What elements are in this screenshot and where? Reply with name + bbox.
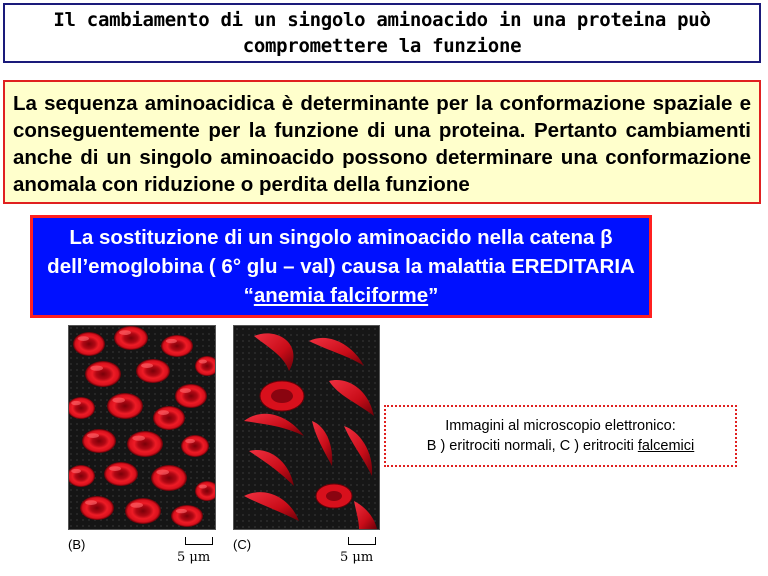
normal-red-cell	[85, 361, 121, 387]
highlight-box	[30, 215, 652, 318]
normal-red-cell	[161, 335, 193, 357]
normal-red-cell	[127, 431, 163, 457]
normal-red-cell	[151, 465, 187, 491]
panel-b-label: (B)	[68, 537, 86, 552]
scale-label-c: 5 μm	[340, 550, 374, 565]
caption-line-1: Immagini al microscopio elettronico:	[445, 418, 676, 434]
disease-name: anemia falciforme	[253, 284, 429, 307]
slide-title-text: Il cambiamento di un singolo aminoacido in una proteina può compromettere la funzione	[53, 9, 711, 57]
scale-bar-b	[185, 537, 213, 545]
caption-line-2	[427, 436, 695, 456]
micrograph-sickle-cells	[233, 325, 380, 530]
highlight-line-2: dell’emoglobina ( 6° glu – val) causa la malattia EREDITARIA	[47, 255, 635, 278]
normal-red-cell	[82, 429, 116, 453]
quote-close: ”	[428, 284, 439, 307]
highlight-line-3	[47, 281, 635, 310]
sickle-cells-image	[234, 326, 379, 529]
normal-red-cell	[107, 393, 143, 419]
normal-red-cell	[171, 505, 203, 527]
normal-red-cell	[181, 435, 209, 457]
scale-bar-c	[348, 537, 376, 545]
highlight-text	[47, 223, 635, 310]
caption-term: falcemici	[637, 438, 695, 454]
normal-red-cell	[153, 406, 185, 430]
intro-text: La sequenza aminoacidica è determinante per la conformazione spaziale e conseguentemente per la funzione di una proteina. Pertanto cambiamenti anche di un singolo aminoacido possono determinare una conformazione anomala con riduzione o perdita della funzione	[13, 92, 751, 196]
caption-prefix: B ) eritrociti normali, C ) eritrociti	[426, 438, 638, 454]
scale-label-b: 5 μm	[177, 550, 211, 565]
normal-red-cell	[104, 462, 138, 486]
normal-red-cell	[114, 326, 148, 350]
normal-red-cell	[136, 359, 170, 383]
intro-box	[3, 80, 761, 204]
quote-open: “	[243, 284, 254, 307]
highlight-line-1: La sostituzione di un singolo aminoacido nella catena β	[69, 226, 613, 249]
panel-c-label: (C)	[233, 537, 252, 552]
micrograph-normal-cells	[68, 325, 216, 530]
caption-text	[427, 416, 695, 456]
normal-red-cell	[175, 384, 207, 408]
normal-cells-image	[69, 326, 215, 529]
slide-title	[3, 3, 761, 63]
caption-box	[384, 405, 737, 467]
normal-red-cell	[80, 496, 114, 520]
normal-red-cell	[73, 332, 105, 356]
normal-red-cell	[125, 498, 161, 524]
